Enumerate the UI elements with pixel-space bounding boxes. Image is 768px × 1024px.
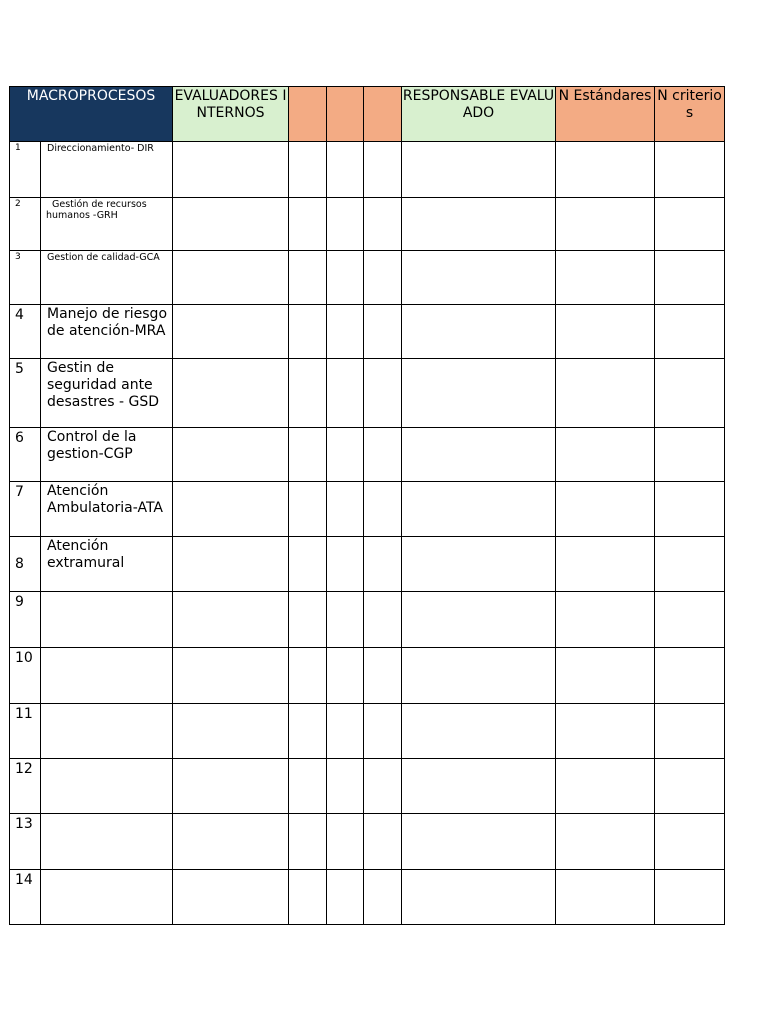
macroproceso-name xyxy=(41,759,173,814)
table-row xyxy=(10,759,725,814)
cell-blank-3[interactable] xyxy=(364,870,402,925)
cell-blank-1[interactable] xyxy=(289,359,327,428)
table-row xyxy=(10,142,725,198)
cell-criterios[interactable] xyxy=(655,198,725,251)
cell-blank-3[interactable] xyxy=(364,592,402,648)
table-row xyxy=(10,359,725,428)
row-number: 13 xyxy=(10,814,41,870)
table-row xyxy=(10,704,725,759)
cell-blank-2[interactable] xyxy=(327,704,364,759)
cell-criterios[interactable] xyxy=(655,814,725,870)
evaluation-table xyxy=(9,86,725,925)
cell-evaluador[interactable] xyxy=(173,482,289,537)
macroproceso-name: Gestión de recursos humanos -GRH xyxy=(41,198,173,251)
header-responsable-evaluado: RESPONSABLE EVALUADO xyxy=(402,87,556,142)
cell-blank-1[interactable] xyxy=(289,198,327,251)
macroproceso-name xyxy=(41,592,173,648)
cell-responsable[interactable] xyxy=(402,359,556,428)
cell-criterios[interactable] xyxy=(655,648,725,704)
cell-responsable[interactable] xyxy=(402,251,556,305)
macroproceso-name xyxy=(41,814,173,870)
cell-blank-2[interactable] xyxy=(327,305,364,359)
cell-blank-2[interactable] xyxy=(327,759,364,814)
cell-responsable[interactable] xyxy=(402,305,556,359)
row-number: 2 xyxy=(10,198,41,251)
row-number: 5 xyxy=(10,359,41,428)
cell-blank-1[interactable] xyxy=(289,537,327,592)
cell-estandares[interactable] xyxy=(556,704,655,759)
cell-blank-2[interactable] xyxy=(327,870,364,925)
row-number: 4 xyxy=(10,305,41,359)
cell-responsable[interactable] xyxy=(402,648,556,704)
table-row xyxy=(10,305,725,359)
cell-blank-1[interactable] xyxy=(289,814,327,870)
header-n-criterios: N criterios xyxy=(655,87,725,142)
cell-evaluador[interactable] xyxy=(173,592,289,648)
cell-responsable[interactable] xyxy=(402,482,556,537)
cell-criterios[interactable] xyxy=(655,428,725,482)
row-number: 11 xyxy=(10,704,41,759)
cell-estandares[interactable] xyxy=(556,759,655,814)
cell-evaluador[interactable] xyxy=(173,198,289,251)
cell-estandares[interactable] xyxy=(556,482,655,537)
header-blank-2 xyxy=(327,87,364,142)
cell-estandares[interactable] xyxy=(556,648,655,704)
cell-evaluador[interactable] xyxy=(173,428,289,482)
cell-blank-1[interactable] xyxy=(289,305,327,359)
table-row xyxy=(10,592,725,648)
table-row xyxy=(10,537,725,592)
row-number: 9 xyxy=(10,592,41,648)
row-number: 6 xyxy=(10,428,41,482)
cell-blank-1[interactable] xyxy=(289,482,327,537)
cell-evaluador[interactable] xyxy=(173,759,289,814)
cell-blank-1[interactable] xyxy=(289,428,327,482)
cell-blank-2[interactable] xyxy=(327,428,364,482)
cell-evaluador[interactable] xyxy=(173,142,289,198)
cell-criterios[interactable] xyxy=(655,870,725,925)
cell-blank-3[interactable] xyxy=(364,359,402,428)
macroproceso-name: Direccionamiento- DIR xyxy=(41,142,173,198)
cell-estandares[interactable] xyxy=(556,305,655,359)
cell-estandares[interactable] xyxy=(556,428,655,482)
cell-blank-3[interactable] xyxy=(364,198,402,251)
row-number: 3 xyxy=(10,251,41,305)
cell-blank-2[interactable] xyxy=(327,142,364,198)
cell-blank-1[interactable] xyxy=(289,251,327,305)
cell-estandares[interactable] xyxy=(556,870,655,925)
cell-blank-2[interactable] xyxy=(327,359,364,428)
cell-evaluador[interactable] xyxy=(173,537,289,592)
cell-estandares[interactable] xyxy=(556,814,655,870)
cell-blank-2[interactable] xyxy=(327,648,364,704)
cell-blank-1[interactable] xyxy=(289,142,327,198)
table-row xyxy=(10,814,725,870)
macroproceso-name: Control de la gestion-CGP xyxy=(41,428,173,482)
cell-blank-3[interactable] xyxy=(364,142,402,198)
macroproceso-name xyxy=(41,704,173,759)
macroproceso-name xyxy=(41,870,173,925)
cell-evaluador[interactable] xyxy=(173,648,289,704)
table-row xyxy=(10,648,725,704)
row-number: 10 xyxy=(10,648,41,704)
cell-estandares[interactable] xyxy=(556,359,655,428)
header-n-estandares: N Estándares xyxy=(556,87,655,142)
cell-blank-2[interactable] xyxy=(327,198,364,251)
cell-criterios[interactable] xyxy=(655,251,725,305)
cell-criterios[interactable] xyxy=(655,704,725,759)
table-row xyxy=(10,198,725,251)
cell-estandares[interactable] xyxy=(556,251,655,305)
header-blank-1 xyxy=(289,87,327,142)
cell-responsable[interactable] xyxy=(402,759,556,814)
table-row xyxy=(10,870,725,925)
cell-evaluador[interactable] xyxy=(173,870,289,925)
cell-blank-3[interactable] xyxy=(364,814,402,870)
cell-responsable[interactable] xyxy=(402,814,556,870)
cell-estandares[interactable] xyxy=(556,198,655,251)
table-row xyxy=(10,428,725,482)
cell-blank-2[interactable] xyxy=(327,251,364,305)
cell-criterios[interactable] xyxy=(655,592,725,648)
table-row xyxy=(10,251,725,305)
cell-blank-3[interactable] xyxy=(364,251,402,305)
header-evaluadores-internos: EVALUADORES INTERNOS xyxy=(173,87,289,142)
row-number: 8 xyxy=(10,537,41,592)
cell-criterios[interactable] xyxy=(655,142,725,198)
cell-estandares[interactable] xyxy=(556,142,655,198)
cell-criterios[interactable] xyxy=(655,305,725,359)
cell-responsable[interactable] xyxy=(402,142,556,198)
cell-blank-1[interactable] xyxy=(289,648,327,704)
cell-criterios[interactable] xyxy=(655,537,725,592)
cell-estandares[interactable] xyxy=(556,537,655,592)
cell-blank-1[interactable] xyxy=(289,704,327,759)
header-row xyxy=(10,87,725,142)
cell-evaluador[interactable] xyxy=(173,359,289,428)
cell-evaluador[interactable] xyxy=(173,814,289,870)
cell-blank-3[interactable] xyxy=(364,428,402,482)
cell-blank-3[interactable] xyxy=(364,704,402,759)
header-macroprocesos: MACROPROCESOS xyxy=(10,87,173,142)
cell-blank-2[interactable] xyxy=(327,537,364,592)
table-row xyxy=(10,482,725,537)
macroproceso-name: Gestion de calidad-GCA xyxy=(41,251,173,305)
row-number: 14 xyxy=(10,870,41,925)
cell-blank-1[interactable] xyxy=(289,759,327,814)
cell-blank-1[interactable] xyxy=(289,870,327,925)
cell-criterios[interactable] xyxy=(655,359,725,428)
cell-responsable[interactable] xyxy=(402,428,556,482)
cell-evaluador[interactable] xyxy=(173,305,289,359)
row-number: 1 xyxy=(10,142,41,198)
cell-responsable[interactable] xyxy=(402,704,556,759)
cell-blank-2[interactable] xyxy=(327,814,364,870)
cell-blank-3[interactable] xyxy=(364,648,402,704)
cell-blank-3[interactable] xyxy=(364,759,402,814)
cell-blank-2[interactable] xyxy=(327,482,364,537)
cell-responsable[interactable] xyxy=(402,870,556,925)
row-number: 7 xyxy=(10,482,41,537)
macroproceso-name: Gestin de seguridad ante desastres - GSD xyxy=(41,359,173,428)
cell-blank-3[interactable] xyxy=(364,482,402,537)
cell-evaluador[interactable] xyxy=(173,704,289,759)
cell-blank-3[interactable] xyxy=(364,305,402,359)
cell-blank-1[interactable] xyxy=(289,592,327,648)
macroproceso-name: Atención Ambulatoria-ATA xyxy=(41,482,173,537)
cell-blank-3[interactable] xyxy=(364,537,402,592)
cell-estandares[interactable] xyxy=(556,592,655,648)
macroproceso-name xyxy=(41,648,173,704)
cell-responsable[interactable] xyxy=(402,537,556,592)
cell-blank-2[interactable] xyxy=(327,592,364,648)
macroproceso-name: Manejo de riesgo de atención-MRA xyxy=(41,305,173,359)
cell-responsable[interactable] xyxy=(402,198,556,251)
cell-criterios[interactable] xyxy=(655,759,725,814)
cell-responsable[interactable] xyxy=(402,592,556,648)
macroproceso-name: Atención extramural xyxy=(41,537,173,592)
row-number: 12 xyxy=(10,759,41,814)
header-blank-3 xyxy=(364,87,402,142)
cell-criterios[interactable] xyxy=(655,482,725,537)
cell-evaluador[interactable] xyxy=(173,251,289,305)
